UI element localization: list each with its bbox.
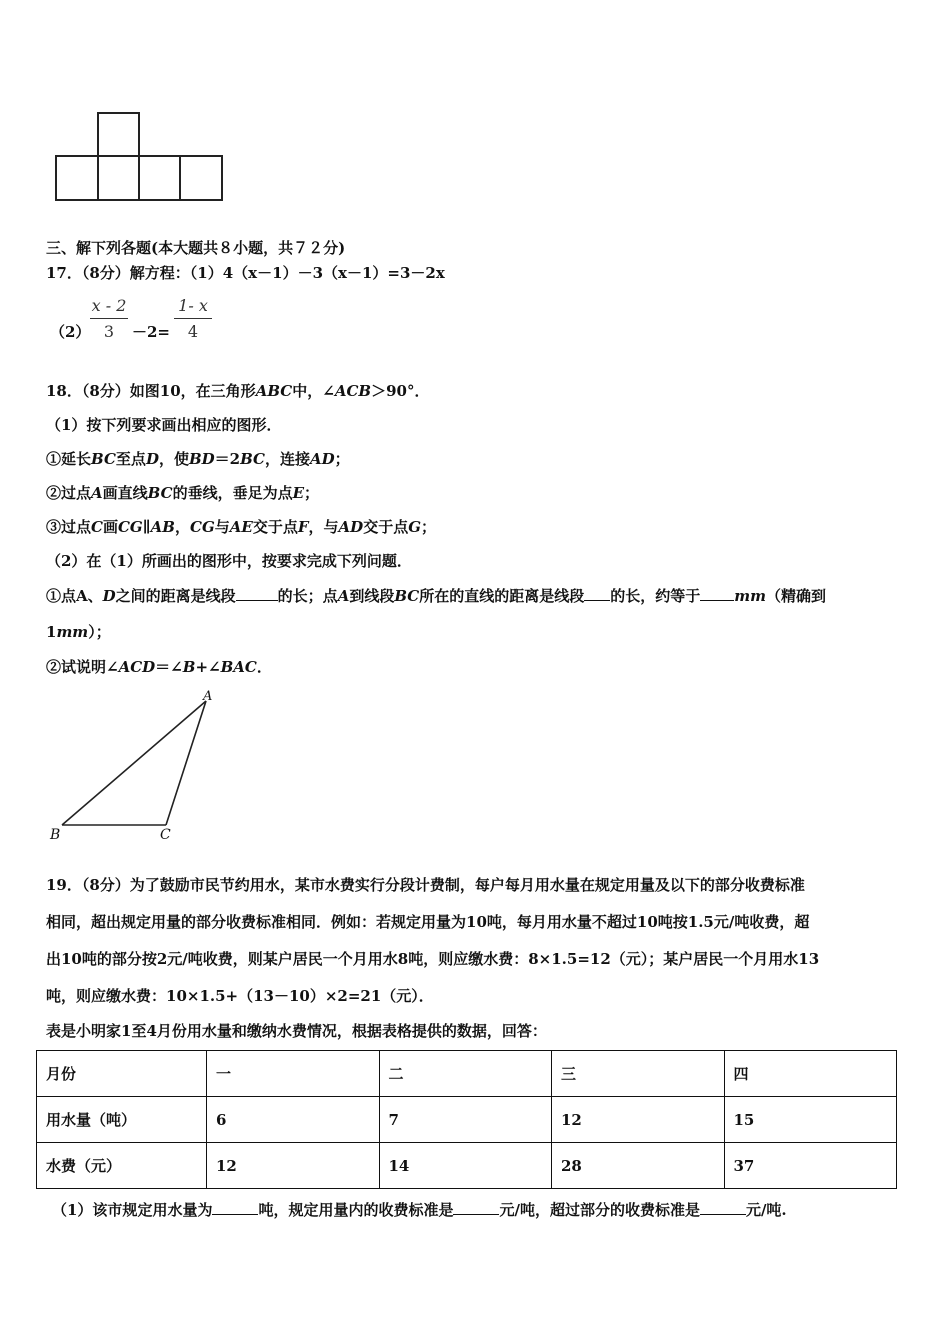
- answer-blank[interactable]: [212, 1200, 258, 1215]
- q19-paragraph-line5: 表是小明家1至4月份用水量和缴纳水费情况，根据表格提供的数据，回答：: [46, 1022, 547, 1040]
- fraction-bar: [174, 318, 212, 319]
- q19-paragraph-line4: 吨，则应缴水费：10×1.5+（13－10）×2=21（元）．: [46, 987, 434, 1005]
- cube-net-face-3: [139, 156, 180, 200]
- q18-question1: ①点A、D之间的距离是线段 的长；点A到线段BC所在的直线的距离是线段 的长，约等于 mm（精确到: [46, 587, 827, 605]
- q17-frac2-numerator: 1- x: [178, 296, 208, 315]
- vertex-label-a: A: [203, 689, 213, 704]
- table-cell: 28: [552, 1143, 725, 1189]
- triangle-abc-figure: [0, 680, 260, 850]
- table-cell: 三: [552, 1051, 725, 1097]
- table-cell: 一: [207, 1051, 380, 1097]
- q18-step3: ③过点C画CG∥AB，CG与AE交于点F，与AD交于点G；: [46, 518, 437, 536]
- q19-paragraph-line2: 相同，超出规定用量的部分收费标准相同．例如：若规定用量为10吨，每月用水量不超过10吨按1.5元/吨收费，超: [46, 913, 810, 931]
- answer-blank[interactable]: [700, 586, 734, 601]
- q18-part1: （1）按下列要求画出相应的图形．: [46, 416, 282, 434]
- table-row: [37, 1143, 897, 1189]
- cube-net-face-top: [98, 113, 139, 156]
- vertex-label-c: C: [160, 827, 171, 843]
- cube-net-face-1: [56, 156, 98, 200]
- q18-step2: ②过点A画直线BC的垂线，垂足为点E；: [46, 484, 320, 502]
- table-cell: 二: [379, 1051, 552, 1097]
- q18-step1: ①延长BC至点D，使BD＝2BC，连接AD；: [46, 450, 350, 468]
- table-cell: 用水量（吨）: [37, 1097, 207, 1143]
- q18-title: 18．（8分）如图10，在三角形ABC中，∠ACB＞90°．: [46, 382, 430, 400]
- q19-question1: （1）该市规定用水量为 吨，规定用量内的收费标准是 元/吨，超过部分的收费标准是 元/吨.: [52, 1201, 787, 1219]
- table-cell: 15: [724, 1097, 897, 1143]
- answer-blank[interactable]: [453, 1200, 499, 1215]
- cube-net-face-2: [98, 156, 139, 200]
- table-cell: 7: [379, 1097, 552, 1143]
- q17-part2-label: （2）: [50, 323, 91, 341]
- q18-question1-cont: 1mm）；: [46, 623, 111, 641]
- q17-line1: 17．（8分）解方程：（1）4（x－1）－3（x－1）=3－2x: [46, 264, 445, 282]
- q19-paragraph-line1: 19．（8分）为了鼓励市民节约用水，某市水费实行分段计费制，每户每月用水量在规定用量及以下的部分收费标准: [46, 876, 805, 894]
- side-ab: [62, 701, 206, 825]
- table-cell: 14: [379, 1143, 552, 1189]
- answer-blank[interactable]: [584, 586, 610, 601]
- cube-net-face-4: [180, 156, 222, 200]
- cube-net-diagram: [0, 0, 950, 210]
- table-header-row: [37, 1051, 897, 1097]
- table-row: [37, 1097, 897, 1143]
- table-cell: 月份: [37, 1051, 207, 1097]
- q17-frac1-denominator: 3: [103, 322, 115, 341]
- answer-blank[interactable]: [236, 586, 278, 601]
- section3-heading: 三、解下列各题(本大题共８小题，共７２分): [46, 239, 346, 257]
- answer-blank[interactable]: [700, 1200, 746, 1215]
- q17-fraction-2: [174, 296, 212, 341]
- fraction-bar: [90, 318, 128, 319]
- q17-minus-two: －2=: [132, 323, 171, 341]
- q18-question2: ②试说明∠ACD＝∠B+∠BAC．: [46, 658, 272, 676]
- table-cell: 6: [207, 1097, 380, 1143]
- table-cell: 37: [724, 1143, 897, 1189]
- table-cell: 四: [724, 1051, 897, 1097]
- q18-part2: （2）在（1）所画出的图形中，按要求完成下列问题．: [46, 552, 412, 570]
- table-cell: 水费（元）: [37, 1143, 207, 1189]
- table-cell: 12: [207, 1143, 380, 1189]
- q17-frac2-denominator: 4: [187, 322, 199, 341]
- side-ac: [166, 701, 206, 825]
- vertex-label-b: B: [50, 827, 61, 843]
- water-usage-table: [36, 1050, 897, 1189]
- q17-frac1-numerator: x - 2: [91, 296, 127, 315]
- q19-paragraph-line3: 出10吨的部分按2元/吨收费，则某户居民一个月用水8吨，则应缴水费：8×1.5=12（元）；某户居民一个月用水13: [46, 950, 820, 968]
- q17-fraction-1: [90, 296, 128, 341]
- table-cell: 12: [552, 1097, 725, 1143]
